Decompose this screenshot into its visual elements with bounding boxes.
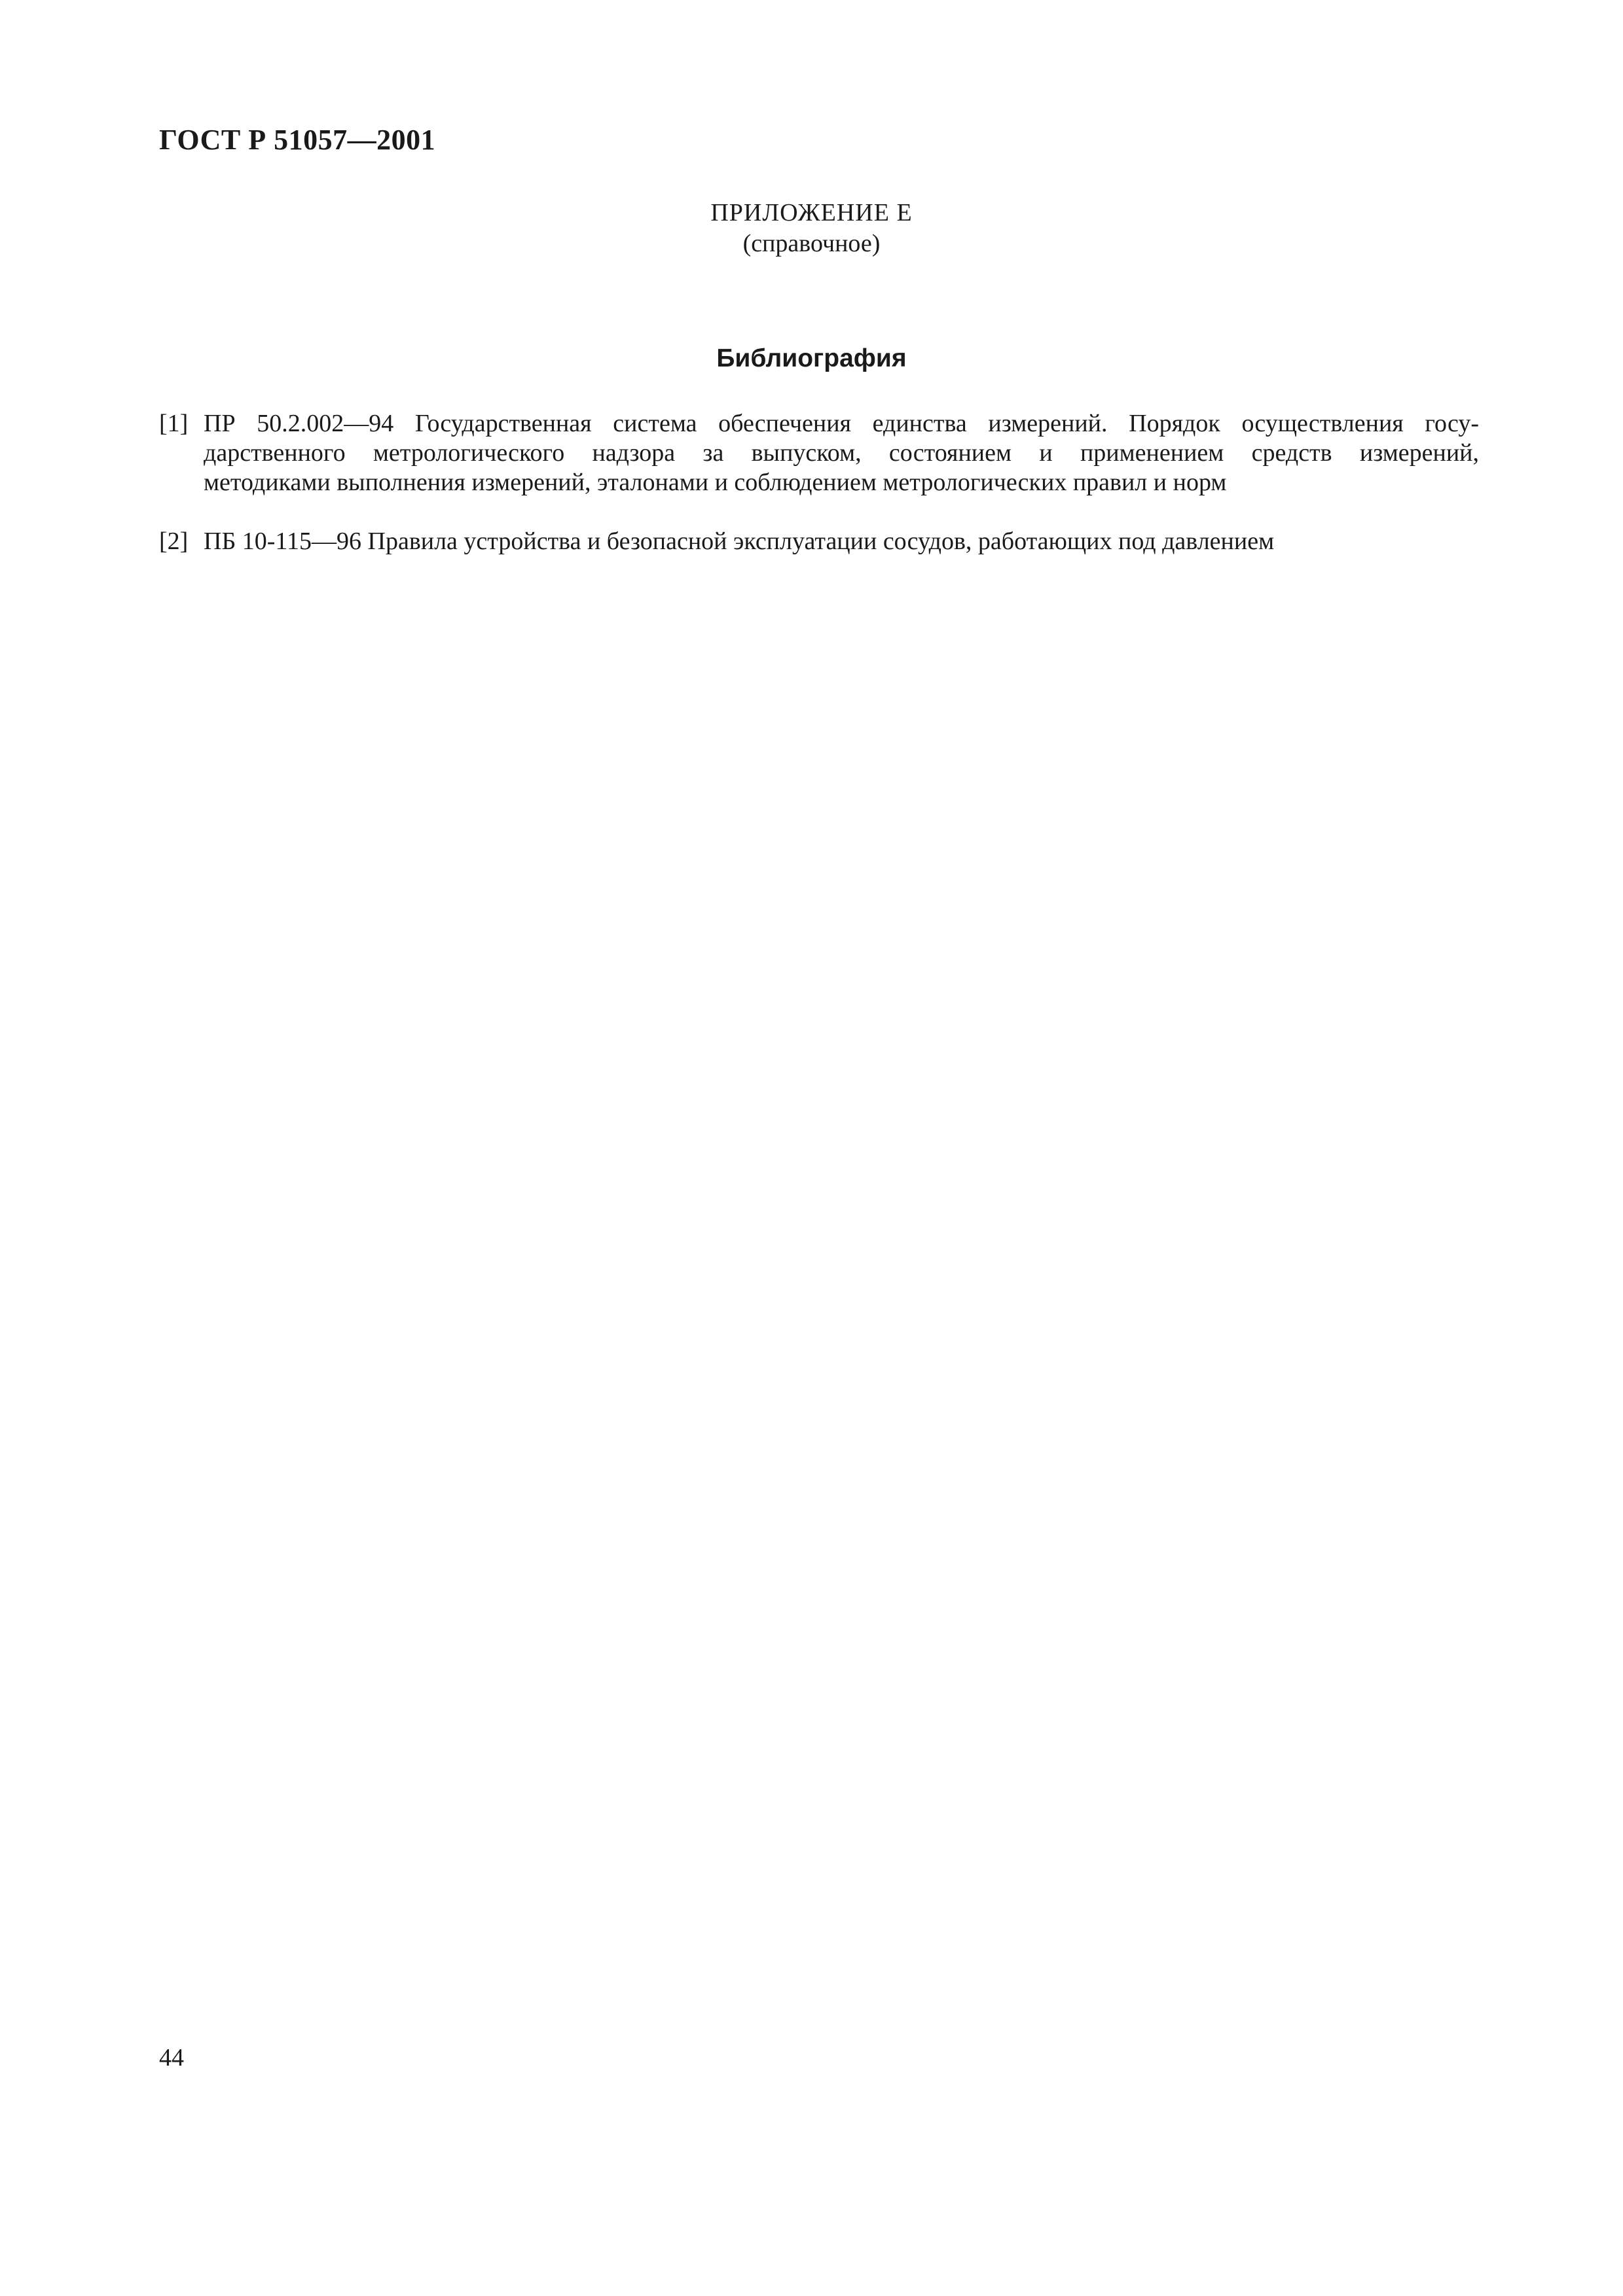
bibliography-item-line: методиками выполнения измерений, эталонами и соблюдением метрологических правил и норм [204,469,1227,496]
bibliography-item-line: ПБ 10-115—96 Правила устройства и безопасной эксплуатации сосудов, работающих под давлением [204,528,1275,555]
bibliography-item-line: ПР 50.2.002—94 Государственная система обеспечения единства измерений. Порядок осуществления госу- [204,410,1479,437]
bibliography-item-text [204,527,1479,556]
appendix-title: ПРИЛОЖЕНИЕ Е [710,199,913,226]
page-number: 44 [159,2044,184,2072]
appendix-kind: (справочное) [742,230,881,257]
bibliography-item [159,527,1479,556]
bibliography-item [159,409,1479,497]
bibliography-item-text [204,409,1479,497]
bibliography-item-line: дарственного метрологического надзора за выпуском, состоянием и применением средств измерений, [204,439,1479,467]
appendix-header [0,196,1623,258]
bibliography-item-number: [1] [159,410,189,437]
document-code: ГОСТ Р 51057—2001 [159,124,436,156]
bibliography-heading: Библиография [716,344,907,372]
bibliography-item-number: [2] [159,528,189,555]
